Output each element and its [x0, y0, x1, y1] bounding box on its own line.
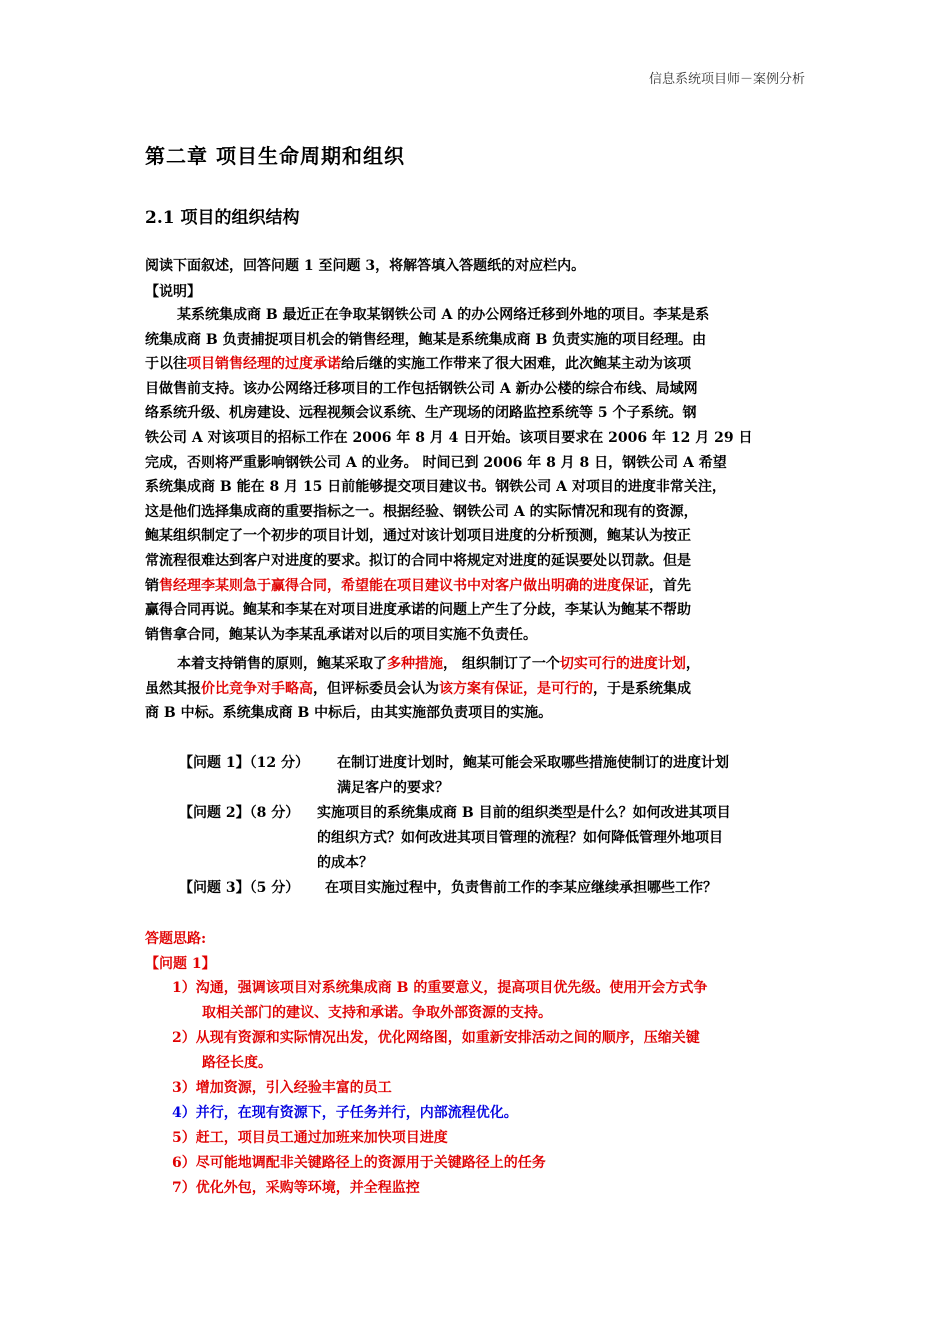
text-segment: 目做售前支持。该办公网络迁移项目的工作包括钢铁公司 A 新办公楼的综合布线、局域网 [145, 380, 698, 397]
paragraph-line [145, 402, 697, 422]
question-label: 【问题 2】（8 分） [179, 805, 300, 821]
paragraph-line [145, 624, 537, 644]
paragraph-line [145, 550, 691, 570]
paragraph-line [145, 378, 698, 398]
answer-item: 3）增加资源，引入经验丰富的员工 [172, 1080, 392, 1096]
question-text: 的成本？ [317, 855, 373, 871]
question-label: 【问题 1】（12 分） [179, 755, 309, 771]
answer-item: 路径长度。 [202, 1055, 272, 1071]
highlighted-text: 多种措施 [387, 656, 443, 672]
paragraph-line [177, 653, 700, 673]
chapter-title: 第二章 项目生命周期和组织 [145, 144, 405, 168]
highlighted-text: 售经理李某则急于赢得合同，希望能在项目建议书中对客户做出明确的进度保证 [159, 577, 649, 594]
text-segment: 系统集成商 B 能在 8 月 15 日前能够提交项目建议书。钢铁公司 A 对项目的进度非常关注， [145, 479, 726, 496]
paragraph-line [145, 525, 691, 545]
question-text: 在制订进度计划时，鲍某可能会采取哪些措施使制订的进度计划 [337, 755, 729, 771]
text-segment: 本着支持销售的原则，鲍某采取了 [177, 656, 387, 672]
answer-title: 答题思路: [145, 931, 207, 947]
intro-text: 阅读下面叙述，回答问题 1 至问题 3，将解答填入答题纸的对应栏内。 [145, 258, 586, 274]
paragraph-line [145, 575, 691, 595]
text-segment: 铁公司 A 对该项目的招标工作在 2006 年 8 月 4 日开始。该项目要求在 2006 年 12 月 29 日 [145, 430, 753, 446]
text-segment: 于以往 [145, 356, 187, 373]
answer-item: 取相关部门的建议、支持和承诺。争取外部资源的支持。 [202, 1005, 552, 1021]
paragraph-line [145, 353, 691, 373]
text-segment: 销售拿合同，鲍某认为李某乱承诺对以后的项目实施不负责任。 [145, 626, 537, 643]
text-segment: 某系统集成商 B 最近正在争取某钢铁公司 A 的办公网络迁移到外地的项目。李某是系 [177, 307, 710, 323]
paragraph-line [145, 702, 552, 722]
text-segment: ，但评标委员会认为 [313, 680, 439, 697]
page-header: 信息系统项目师－案例分析 [648, 72, 805, 87]
highlighted-text: 该方案有保证，是可行的 [439, 680, 593, 697]
highlighted-text: 价比竞争对手略高 [201, 680, 313, 697]
note-label: 【说明】 [145, 284, 201, 300]
text-segment: ，首先 [649, 577, 691, 594]
text-segment: 这是他们选择集成商的重要指标之一。根据经验、钢铁公司 A 的实际情况和现有的资源， [145, 503, 698, 520]
question-label: 【问题 3】（5 分） [179, 880, 300, 896]
paragraph-line [145, 427, 752, 447]
question-text: 的组织方式？如何改进其项目管理的流程？如何降低管理外地项目 [317, 830, 723, 846]
text-segment: 销 [145, 577, 159, 594]
text-segment: 鲍某组织制定了一个初步的项目计划，通过对该计划项目进度的分析预测，鲍某认为按正 [145, 528, 691, 545]
paragraph-line [177, 304, 709, 324]
text-segment: 络系统升级、机房建设、远程视频会议系统、生产现场的闭路监控系统等 5 个子系统。钢 [145, 405, 697, 422]
text-segment: 赢得合同再说。鲍某和李某在对项目进度承诺的问题上产生了分歧，李某认为鲍某不帮助 [145, 602, 691, 619]
text-segment: ， 组织制订了一个 [443, 656, 560, 672]
highlighted-text: 切实可行的进度计划 [559, 656, 686, 672]
text-segment: 给后继的实施工作带来了很大困难，此次鲍某主动为该项 [341, 356, 691, 373]
text-segment: 虽然其报 [145, 680, 201, 697]
question-text: 实施项目的系统集成商 B 目前的组织类型是什么？如何改进其项目 [317, 805, 731, 821]
text-segment: 常流程很难达到客户对进度的要求。拟订的合同中将规定对进度的延误要处以罚款。但是 [145, 553, 691, 569]
answer-item: 6）尽可能地调配非关键路径上的资源用于关键路径上的任务 [172, 1155, 546, 1171]
highlighted-text: 项目销售经理的过度承诺 [187, 356, 341, 373]
answer-item: 2）从现有资源和实际情况出发，优化网络图，如重新安排活动之间的顺序，压缩关键 [172, 1030, 700, 1046]
question-text: 满足客户的要求？ [337, 780, 449, 796]
answer-item: 5）赶工，项目员工通过加班来加快项目进度 [172, 1130, 448, 1146]
answer-q1-label: 【问题 1】 [145, 956, 216, 972]
text-segment: 商 B 中标。系统集成商 B 中标后，由其实施部负责项目的实施。 [145, 705, 553, 722]
answer-item: 4）并行，在现有资源下，子任务并行，内部流程优化。 [172, 1105, 518, 1121]
answer-item: 1）沟通，强调该项目对系统集成商 B 的重要意义，提高项目优先级。使用开会方式争 [172, 980, 708, 996]
paragraph-line [145, 476, 726, 496]
paragraph-line [145, 501, 698, 521]
question-text: 在项目实施过程中，负责售前工作的李某应继续承担哪些工作？ [325, 880, 717, 896]
section-title: 2.1 项目的组织结构 [145, 208, 300, 228]
text-segment: 完成，否则将严重影响钢铁公司 A 的业务。 时间已到 2006 年 8 月 8 日，钢铁公司 A 希望 [145, 454, 727, 471]
paragraph-line [145, 599, 691, 619]
paragraph-line [145, 452, 727, 472]
paragraph-line [145, 678, 691, 698]
answer-item: 7）优化外包，采购等环境，并全程监控 [172, 1180, 420, 1196]
paragraph-line [145, 329, 706, 349]
text-segment: ， [685, 656, 700, 672]
text-segment: 统集成商 B 负责捕捉项目机会的销售经理，鲍某是系统集成商 B 负责实施的项目经理。由 [145, 331, 707, 348]
text-segment: ，于是系统集成 [593, 680, 691, 697]
